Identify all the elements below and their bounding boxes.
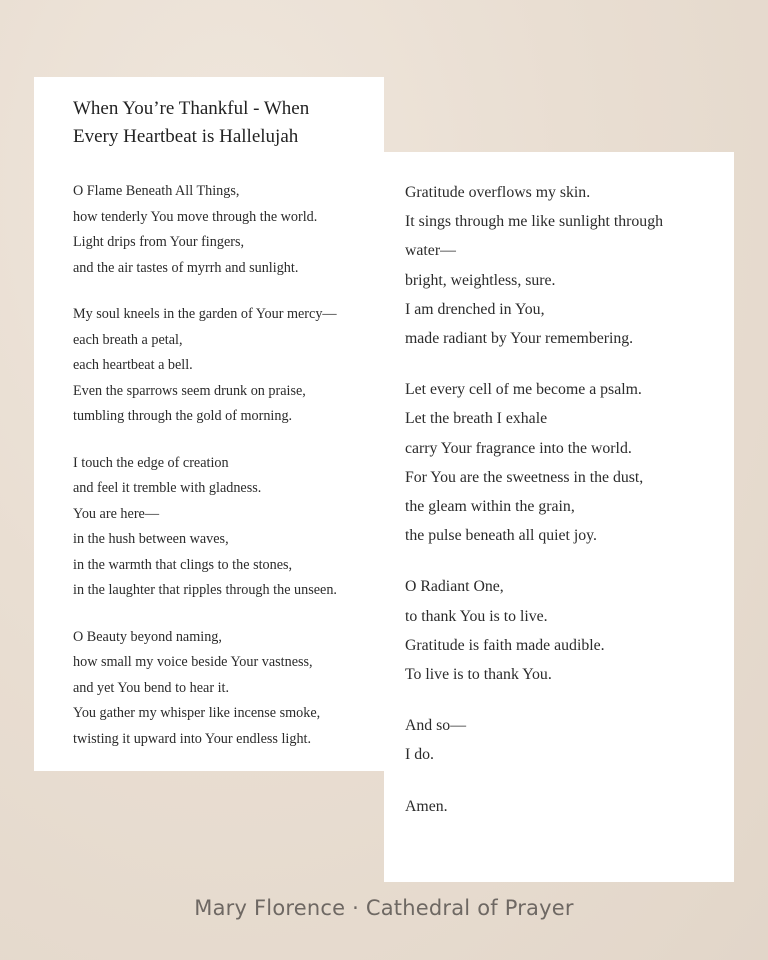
poem-line: To live is to thank You. <box>405 666 552 684</box>
poem-line: and feel it tremble with gladness. <box>73 480 262 496</box>
poem-line: how small my voice beside Your vastness, <box>73 654 313 670</box>
poem-line: O Beauty beyond naming, <box>73 628 222 645</box>
poem-line: and the air tastes of myrrh and sunlight. <box>73 259 299 276</box>
poem-line: and yet You bend to hear it. <box>73 679 230 696</box>
poem-line: Even the sparrows seem drunk on praise, <box>73 382 306 399</box>
poem-line: O Flame Beneath All Things, <box>73 183 240 199</box>
stanza <box>405 711 716 769</box>
poem-line: For You are the sweetness in the dust, <box>405 468 644 486</box>
poem-line: It sings through me like sunlight through <box>405 213 664 231</box>
poem-line: made radiant by Your remembering. <box>405 330 634 348</box>
poem-title-line-2: Every Heartbeat is Hallelujah <box>73 126 299 147</box>
poem-title <box>73 95 364 151</box>
poem-line: twisting it upward into Your endless light. <box>73 730 312 747</box>
poem-line: in the warmth that clings to the stones, <box>73 556 293 573</box>
poem-line: Let the breath I exhale <box>405 410 548 428</box>
poem-line: water— <box>405 242 456 260</box>
poem-line: in the hush between waves, <box>73 531 229 547</box>
stanza <box>73 625 364 753</box>
poem-line: Gratitude is faith made audible. <box>405 636 605 654</box>
poem-line: carry Your fragrance into the world. <box>405 439 632 457</box>
poem-line: Let every cell of me become a psalm. <box>405 381 642 399</box>
author-footer: Mary Florence · Cathedral of Prayer <box>194 896 574 920</box>
stanza <box>73 302 364 430</box>
poem-line: tumbling through the gold of morning. <box>73 408 293 424</box>
poem-line: You are here— <box>73 505 160 522</box>
poem-line: the pulse beneath all quiet joy. <box>405 527 597 545</box>
poem-card-right <box>384 152 734 882</box>
poem-line: You gather my whisper like incense smoke, <box>73 705 321 721</box>
poem-line: I do. <box>405 746 434 764</box>
poem-line: Amen. <box>405 797 448 815</box>
poem-line: Light drips from Your fingers, <box>73 234 245 250</box>
right-stanzas <box>405 178 716 821</box>
poem-title-line-1: When You’re Thankful - When <box>73 98 310 119</box>
poem-line: My soul kneels in the garden of Your mercy— <box>73 306 337 322</box>
stanza <box>405 375 716 550</box>
poem-card-left <box>34 77 384 771</box>
poem-line: I touch the edge of creation <box>73 454 229 471</box>
stanza <box>405 572 716 689</box>
poem-line: how tenderly You move through the world. <box>73 208 318 225</box>
poem-line: to thank You is to live. <box>405 607 548 625</box>
poem-line: bright, weightless, sure. <box>405 271 556 289</box>
poem-line: I am drenched in You, <box>405 300 545 318</box>
stanza <box>73 179 364 281</box>
poem-line: And so— <box>405 717 466 735</box>
poem-line: each heartbeat a bell. <box>73 357 193 373</box>
poem-line: each breath a petal, <box>73 331 183 348</box>
poem-line: Gratitude overflows my skin. <box>405 184 591 201</box>
stanza <box>405 178 716 353</box>
poem-line: the gleam within the grain, <box>405 498 575 516</box>
left-stanzas <box>73 179 364 752</box>
stanza <box>73 451 364 604</box>
poem-line: in the laughter that ripples through the unseen. <box>73 582 337 598</box>
stanza <box>405 792 716 821</box>
poem-line: O Radiant One, <box>405 578 504 596</box>
